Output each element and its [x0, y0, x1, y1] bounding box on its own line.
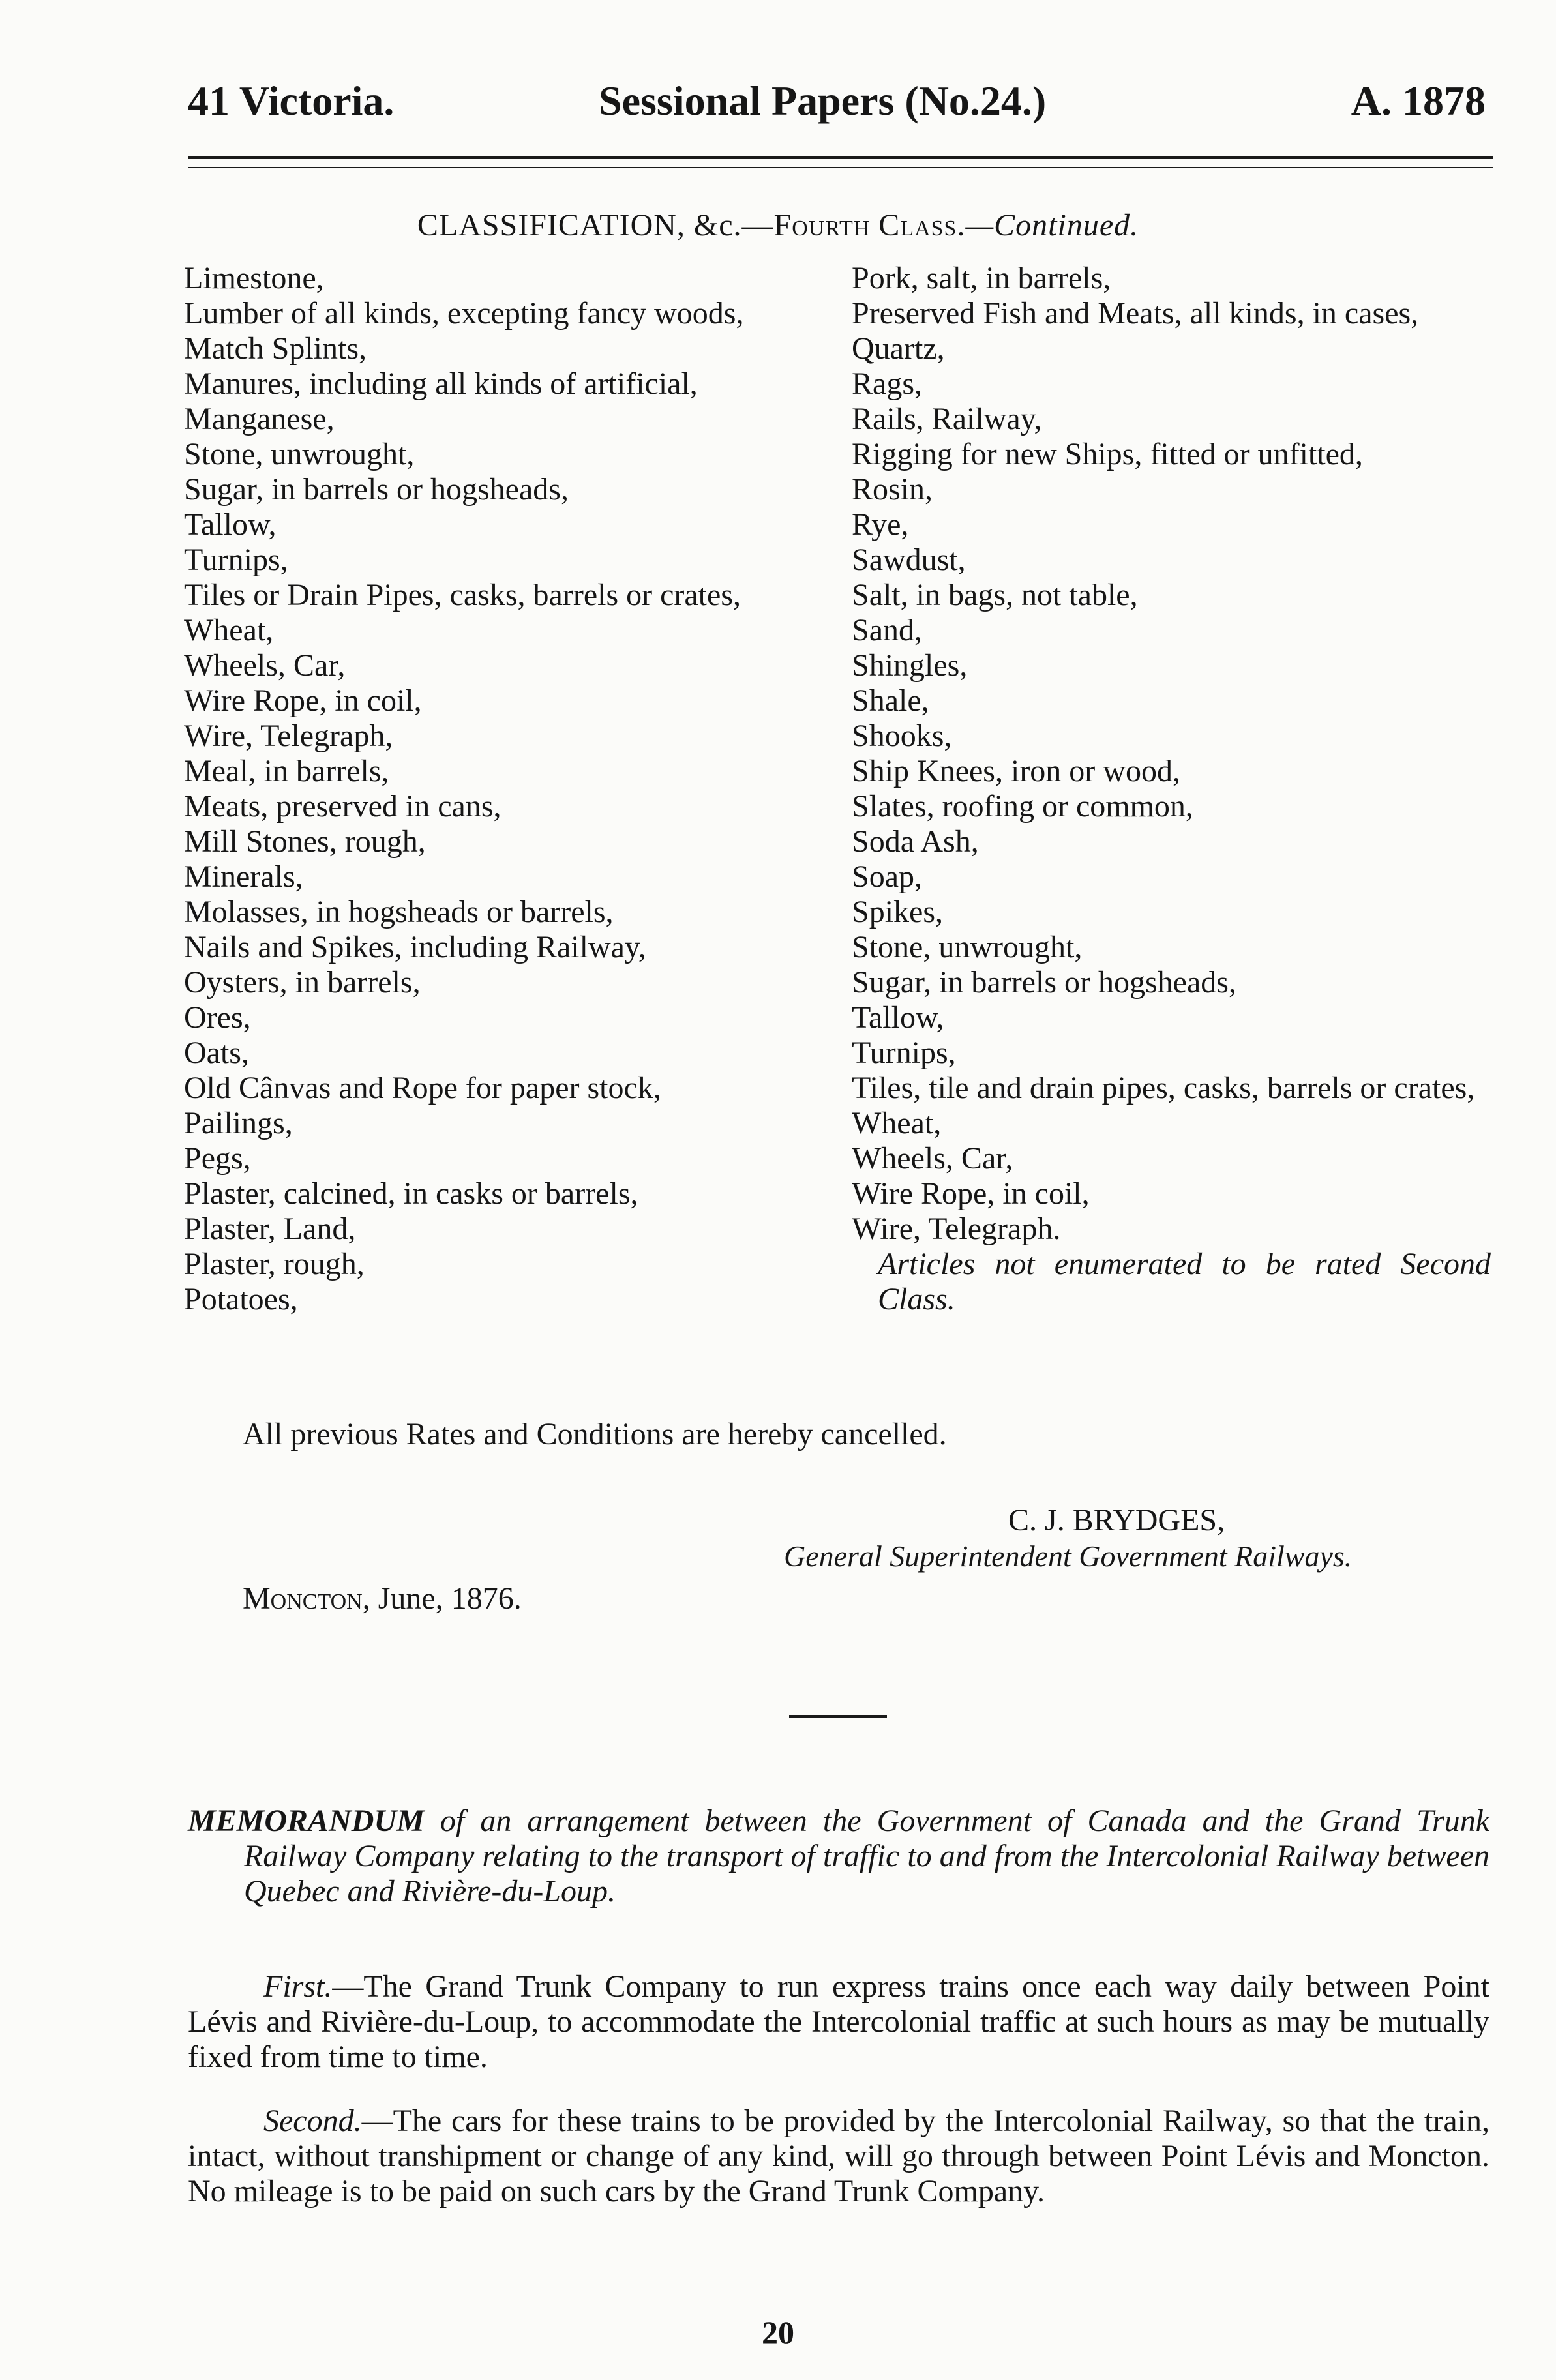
- right-column-item: Shale,: [852, 683, 929, 718]
- left-column-item: Match Splints,: [184, 331, 367, 366]
- paragraph-second-text: —The cars for these trains to be provided by the Intercolonial Railway, so that the train, intact, without transhipment or change of any kind, will go through between Point Lévis and Moncton. No mileage is to be paid on such cars by the Grand Trunk Company.: [188, 2104, 1489, 2209]
- right-column-item: Rigging for new Ships, fitted or unfitted,: [852, 437, 1363, 471]
- left-column-item: Plaster, rough,: [184, 1247, 365, 1281]
- right-column-item: Shooks,: [852, 719, 952, 753]
- right-column-item: Sand,: [852, 613, 922, 647]
- right-column-item: Ship Knees, iron or wood,: [852, 754, 1180, 788]
- paragraph-second: [188, 2104, 1489, 2209]
- heading-continued: —Continued.: [965, 208, 1139, 243]
- date-text: June, 1876.: [370, 1581, 522, 1616]
- left-column-item: Wheels, Car,: [184, 648, 346, 683]
- running-head-session: 41 Victoria.: [188, 78, 395, 124]
- running-head-papers: Sessional Papers (No.24.): [599, 78, 1047, 124]
- running-head: [0, 77, 1556, 129]
- place-name: Moncton,: [243, 1581, 370, 1616]
- heading-main: CLASSIFICATION, &c.—: [417, 208, 774, 243]
- page-number: 20: [762, 2314, 794, 2351]
- right-column-item: Rails, Railway,: [852, 402, 1042, 436]
- left-column-item: Mill Stones, rough,: [184, 824, 426, 859]
- left-column-item: Manganese,: [184, 402, 335, 436]
- left-column-item: Old Cânvas and Rope for paper stock,: [184, 1071, 661, 1105]
- left-column-item: Ores,: [184, 1000, 251, 1035]
- left-column-item: Oysters, in barrels,: [184, 965, 421, 1000]
- left-column-item: Wheat,: [184, 613, 274, 647]
- left-column-item: Molasses, in hogsheads or barrels,: [184, 895, 614, 929]
- right-column-item: Shingles,: [852, 648, 968, 683]
- left-column-item: Plaster, calcined, in casks or barrels,: [184, 1176, 638, 1211]
- left-column-item: Potatoes,: [184, 1282, 298, 1316]
- right-column-item: Soda Ash,: [852, 824, 979, 859]
- memorandum-lead: MEMORANDUM: [188, 1804, 425, 1838]
- right-column-item: Rye,: [852, 507, 909, 542]
- right-column-item: Rags,: [852, 366, 922, 401]
- left-column-item: Turnips,: [184, 543, 288, 577]
- right-column-item: Sawdust,: [852, 543, 966, 577]
- signatory-name: C. J. BRYDGES,: [1008, 1503, 1225, 1538]
- right-column-item: Wire Rope, in coil,: [852, 1176, 1090, 1211]
- left-column-item: Limestone,: [184, 261, 324, 295]
- signatory-title: General Superintendent Government Railways.: [784, 1540, 1353, 1573]
- right-column-item: Rosin,: [852, 472, 933, 507]
- right-column-item: Stone, unwrought,: [852, 930, 1083, 964]
- left-column-item: Pegs,: [184, 1141, 251, 1176]
- left-column-item: Lumber of all kinds, excepting fancy woods,: [184, 296, 744, 331]
- memorandum-title: [188, 1804, 1489, 1909]
- right-column-item: Slates, roofing or common,: [852, 789, 1193, 824]
- paragraph-first-label: First.: [263, 1969, 333, 2004]
- left-column-item: Oats,: [184, 1035, 249, 1070]
- left-column-item: Wire, Telegraph,: [184, 719, 393, 753]
- right-column-item: Wheat,: [852, 1106, 942, 1140]
- left-column-item: Meats, preserved in cans,: [184, 789, 501, 824]
- place-and-date: [243, 1581, 522, 1616]
- right-column-item: Wheels, Car,: [852, 1141, 1013, 1176]
- right-column-item: Tiles, tile and drain pipes, casks, barrels or crates,: [852, 1071, 1475, 1105]
- header-double-rule: [188, 156, 1493, 168]
- memorandum-text: of an arrangement between the Government of Canada and the Grand Trunk Railway Company relating to the transport of traffic to and from the Intercolonial Railway between Quebec and Rivière-du-Loup.: [244, 1804, 1489, 1909]
- left-column-item: Wire Rope, in coil,: [184, 683, 422, 718]
- left-column-list: [184, 261, 820, 1317]
- left-column-item: Manures, including all kinds of artificial,: [184, 366, 698, 401]
- right-column-item: Quartz,: [852, 331, 945, 366]
- right-column-item: Wire, Telegraph.: [852, 1212, 1061, 1246]
- paragraph-first: [188, 1969, 1489, 2075]
- left-column-item: Nails and Spikes, including Railway,: [184, 930, 646, 964]
- left-column-item: Pailings,: [184, 1106, 293, 1140]
- right-column-item: Tallow,: [852, 1000, 944, 1035]
- right-column-item: Pork, salt, in barrels,: [852, 261, 1111, 295]
- right-column-item: Turnips,: [852, 1035, 956, 1070]
- section-divider: [789, 1715, 887, 1718]
- cancellation-notice: All previous Rates and Conditions are hereby cancelled.: [243, 1417, 947, 1451]
- left-column-item: Tiles or Drain Pipes, casks, barrels or crates,: [184, 578, 741, 612]
- right-column-item: Spikes,: [852, 895, 944, 929]
- right-column-list: [852, 261, 1491, 1317]
- paragraph-second-label: Second.: [263, 2104, 362, 2138]
- paragraph-first-text: —The Grand Trunk Company to run express trains once each way daily between Point Lévis and Rivière-du-Loup, to accommodate the Intercolonial traffic at such hours as may be mutually fixed from time to time.: [188, 1969, 1489, 2074]
- left-column-item: Minerals,: [184, 859, 303, 894]
- running-head-year: A. 1878: [1351, 78, 1486, 124]
- left-column-item: Plaster, Land,: [184, 1212, 356, 1246]
- left-column-item: Stone, unwrought,: [184, 437, 415, 471]
- left-column-item: Tallow,: [184, 507, 277, 542]
- left-column-item: Sugar, in barrels or hogsheads,: [184, 472, 569, 507]
- section-heading: [0, 207, 1556, 243]
- right-column-item: Soap,: [852, 859, 922, 894]
- right-column-item: Preserved Fish and Meats, all kinds, in cases,: [852, 296, 1419, 331]
- right-column-item: Sugar, in barrels or hogsheads,: [852, 965, 1236, 1000]
- left-column-item: Meal, in barrels,: [184, 754, 389, 788]
- right-column-note: Articles not enumerated to be rated Second Class.: [878, 1247, 1491, 1316]
- right-column-item: Salt, in bags, not table,: [852, 578, 1138, 612]
- heading-class-name: Fourth Class.: [773, 208, 966, 243]
